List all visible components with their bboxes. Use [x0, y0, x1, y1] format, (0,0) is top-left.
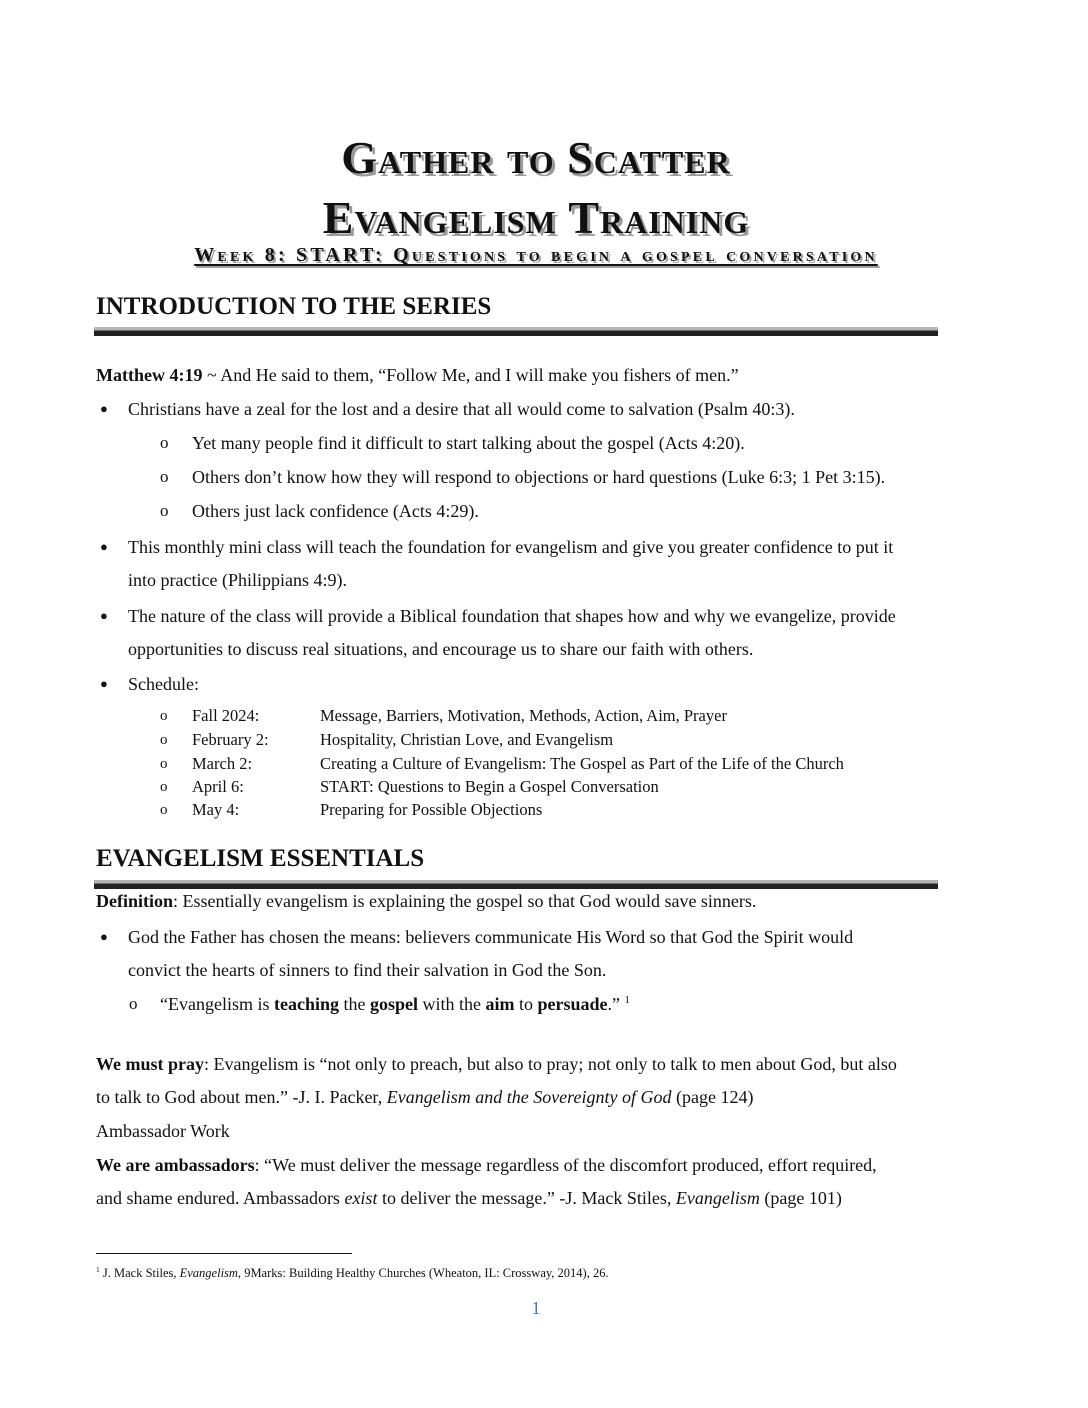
ambassador-text: (page 101) [759, 1188, 842, 1208]
definition-text: : Essentially evangelism is explaining the gospel so that God would save sinners. [173, 891, 757, 911]
schedule-topic: Message, Barriers, Motivation, Methods, Action, Aim, Prayer [320, 706, 727, 725]
title-line-2: Evangelism Training [322, 192, 750, 243]
section-rule [94, 880, 938, 889]
bullet-icon: ● [100, 401, 108, 416]
quote-text: with the [418, 994, 486, 1014]
footnote-number: 1 [96, 1264, 100, 1274]
intro-sub-bullet-3: Others just lack confidence (Acts 4:29). [192, 501, 479, 521]
document-page [96, 0, 976, 1408]
intro-bullet-2-line-1: This monthly mini class will teach the foundation for evangelism and give you greater confidence to put it [128, 537, 894, 557]
quote-emphasis: gospel [369, 994, 418, 1014]
sub-bullet-icon: o [129, 994, 138, 1013]
page-number: 1 [531, 1298, 541, 1318]
sub-bullet-icon: o [160, 433, 169, 452]
pray-label: We must pray [96, 1054, 204, 1074]
schedule-topic: Preparing for Possible Objections [320, 800, 543, 819]
schedule-topic: Creating a Culture of Evangelism: The Gospel as Part of the Life of the Church [320, 754, 844, 773]
section-heading-introduction: INTRODUCTION TO THE SERIES [96, 293, 492, 320]
ambassador-line-2 [96, 1187, 842, 1209]
schedule-label: Schedule: [128, 674, 199, 694]
quote-text: to [514, 994, 538, 1014]
title-line-1: Gather to Scatter [341, 132, 731, 183]
emphasis-text: exist [344, 1188, 378, 1208]
book-title: Evangelism, [179, 1266, 242, 1280]
sub-bullet-icon: o [160, 732, 168, 748]
sub-bullet-icon: o [160, 501, 169, 520]
pray-text: (page 124) [671, 1087, 754, 1107]
quote-emphasis: aim [485, 994, 515, 1014]
footnote [96, 1265, 609, 1281]
ambassador-text: : “We must deliver the message regardless of the discomfort produced, effort required, [254, 1155, 877, 1175]
quote-text: .” [607, 994, 625, 1014]
intro-sub-bullet-2: Others don’t know how they will respond to objections or hard questions (Luke 6:3; 1 Pet 3:15). [192, 467, 886, 487]
ambassador-heading: Ambassador Work [96, 1121, 230, 1141]
schedule-topic: Hospitality, Christian Love, and Evangelism [320, 730, 614, 749]
sub-bullet-icon: o [160, 756, 168, 772]
sub-bullet-icon: o [160, 467, 169, 486]
footnote-reference[interactable]: 1 [624, 994, 630, 1006]
pray-line-1 [96, 1053, 897, 1075]
quote-text: the [338, 994, 370, 1014]
footnote-text: J. Mack Stiles, [99, 1266, 180, 1280]
intro-bullet-2-line-2: into practice (Philippians 4:9). [128, 570, 347, 590]
subtitle: Week 8: START: Questions to begin a gospel conversation [194, 244, 878, 266]
essentials-bullet-line-2: convict the hearts of sinners to find their salvation in God the Son. [128, 960, 607, 980]
schedule-date: February 2: [192, 730, 269, 749]
bullet-icon: ● [100, 929, 108, 944]
intro-bullet-3-line-1: The nature of the class will provide a Biblical foundation that shapes how and why we evangelize, provide [128, 606, 896, 626]
book-title: Evangelism and the Sovereignty of God [386, 1087, 672, 1107]
ambassador-text: to deliver the message.” -J. Mack Stiles, [377, 1188, 676, 1208]
pray-text: : Evangelism is “not only to preach, but also to pray; not only to talk to men about God, but also [204, 1054, 897, 1074]
definition-label: Definition [96, 891, 174, 911]
verse-text: ~ And He said to them, “Follow Me, and I will make you fishers of men.” [202, 365, 739, 385]
verse-line [96, 364, 739, 386]
sub-bullet-icon: o [160, 779, 168, 795]
bullet-icon: ● [100, 539, 108, 554]
quote-emphasis: persuade [537, 994, 608, 1014]
schedule-date: May 4: [192, 800, 240, 819]
verse-reference: Matthew 4:19 [96, 365, 203, 385]
essentials-bullet-line-1: God the Father has chosen the means: believers communicate His Word so that God the Spirit would [128, 927, 854, 947]
quote-text: “Evangelism is [160, 994, 274, 1014]
schedule-topic: START: Questions to Begin a Gospel Conversation [320, 777, 659, 796]
pray-text: to talk to God about men.” -J. I. Packer, [96, 1087, 387, 1107]
section-heading-essentials: EVANGELISM ESSENTIALS [96, 845, 425, 872]
definition-line [96, 890, 756, 912]
book-title: Evangelism [675, 1188, 760, 1208]
sub-bullet-icon: o [160, 708, 168, 724]
pray-line-2 [96, 1086, 753, 1108]
sub-bullet-icon: o [160, 802, 168, 818]
schedule-date: Fall 2024: [192, 706, 260, 725]
ambassador-text: and shame endured. Ambassadors [96, 1188, 345, 1208]
footnote-text: 9Marks: Building Healthy Churches (Wheaton, IL: Crossway, 2014), 26. [241, 1266, 609, 1280]
schedule-date: March 2: [192, 754, 253, 773]
intro-bullet-3-line-2: opportunities to discuss real situations, and encourage us to share our faith with others. [128, 639, 754, 659]
quote-emphasis: teaching [273, 994, 339, 1014]
intro-sub-bullet-1: Yet many people find it difficult to start talking about the gospel (Acts 4:20). [192, 433, 745, 453]
section-rule [94, 327, 938, 336]
bullet-icon: ● [100, 608, 108, 623]
footnote-separator [96, 1253, 352, 1254]
bullet-icon: ● [100, 676, 108, 691]
schedule-date: April 6: [192, 777, 244, 796]
intro-bullet-1: Christians have a zeal for the lost and a desire that all would come to salvation (Psalm 40:3). [128, 399, 795, 419]
evangelism-quote [160, 993, 630, 1015]
ambassador-line-1 [96, 1154, 877, 1176]
ambassador-label: We are ambassadors [96, 1155, 255, 1175]
